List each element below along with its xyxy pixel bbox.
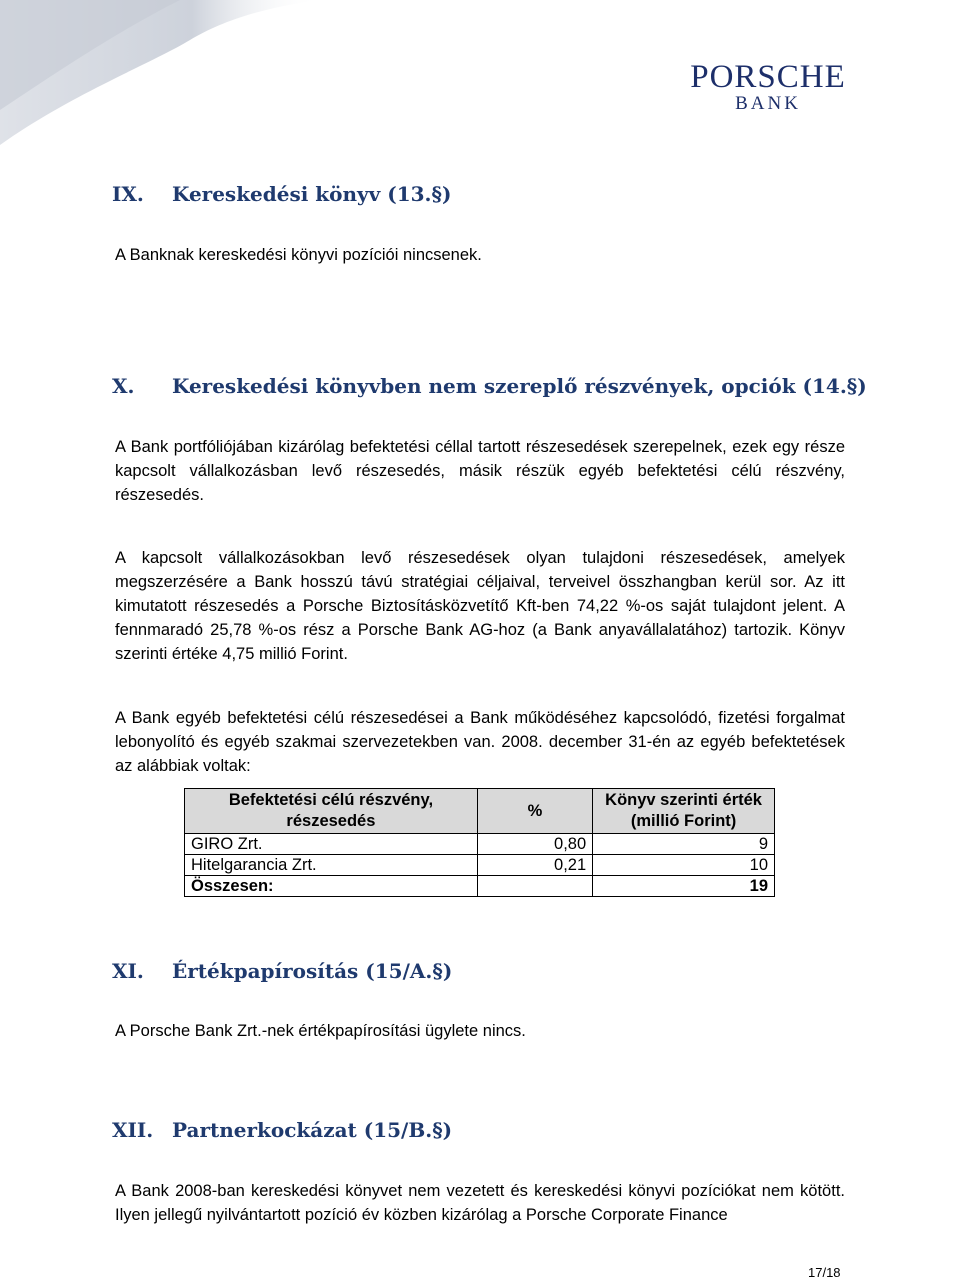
- table-row: [185, 834, 775, 855]
- table-cell: 19: [593, 876, 775, 897]
- table-cell: [477, 876, 592, 897]
- table-total-row: [185, 876, 775, 897]
- section-title: Kereskedési könyv (13.§): [172, 182, 452, 206]
- table-header-cell: %: [477, 789, 592, 834]
- logo-line-1: PORSCHE: [690, 59, 846, 95]
- section-number: IX.: [112, 182, 144, 206]
- paragraph: A Bank portfóliójában kizárólag befektetési céllal tartott részesedések szerepelnek, ezek egy része kapcsolt vállalkozásban levő részesedés, másik részük egyéb befektetési célú részvény, részesedés.: [115, 438, 845, 504]
- paragraph: A kapcsolt vállalkozásokban levő részesedések olyan tulajdoni részesedések, amelyek megszerzésére a Bank hosszú távú stratégiai céljaival, terveivel összhangban kerül sor. Az itt kimutatott részesedés a Porsche Biztosításközvetítő Kft-ben 74,22 %-os saját tulajdont jelent. A fennmaradó 25,78 %-os rész a Porsche Bank AG-hoz (a Bank anyavállalatához) tartozik. Könyv szerinti értéke 4,75 millió Forint.: [115, 549, 845, 663]
- paragraph: A Bank egyéb befektetési célú részesedései a Bank működéséhez kapcsolódó, fizetési forgalmat lebonyolító és egyéb szakmai szervezetekben van. 2008. december 31-én az egyéb befektetések az alábbiak voltak:: [115, 709, 845, 775]
- table-cell: 10: [593, 855, 775, 876]
- section-heading-xii: [112, 1118, 452, 1142]
- logo-line-2: BANK: [735, 93, 801, 114]
- table-cell: Összesen:: [185, 876, 478, 897]
- paragraph: A Porsche Bank Zrt.-nek értékpapírosítási ügylete nincs.: [115, 1022, 526, 1040]
- table-header-cell: Könyv szerinti érték (millió Forint): [593, 789, 775, 834]
- paragraph: A Bank 2008-ban kereskedési könyvet nem vezetett és kereskedési könyvi pozíciókat nem kötött. Ilyen jellegű nyilvántartott pozíció év közben kizárólag a Porsche Corporate Finance: [115, 1182, 845, 1224]
- section-title: Kereskedési könyvben nem szereplő részvények, opciók (14.§): [172, 374, 867, 398]
- investments-table: [184, 788, 775, 897]
- table-cell: Hitelgarancia Zrt.: [185, 855, 478, 876]
- section-heading-x: [112, 374, 867, 398]
- table-cell: 0,21: [477, 855, 592, 876]
- section-heading-ix: [112, 182, 451, 206]
- table-cell: 9: [593, 834, 775, 855]
- section-title: Partnerkockázat (15/B.§): [172, 1118, 453, 1142]
- section-title: Értékpapírosítás (15/A.§): [172, 959, 453, 983]
- table-row: [185, 855, 775, 876]
- table-header-cell: Befektetési célú részvény, részesedés: [185, 789, 478, 834]
- table-header-row: [185, 789, 775, 834]
- section-number: X.: [112, 374, 135, 398]
- section-number: XI.: [112, 959, 144, 983]
- section-heading-xi: [112, 959, 452, 983]
- section-number: XII.: [112, 1118, 154, 1142]
- table-cell: GIRO Zrt.: [185, 834, 478, 855]
- page-number: 17/18: [808, 1265, 841, 1280]
- table-cell: 0,80: [477, 834, 592, 855]
- paragraph: A Banknak kereskedési könyvi pozíciói nincsenek.: [115, 246, 482, 264]
- porsche-bank-logo: [662, 60, 874, 114]
